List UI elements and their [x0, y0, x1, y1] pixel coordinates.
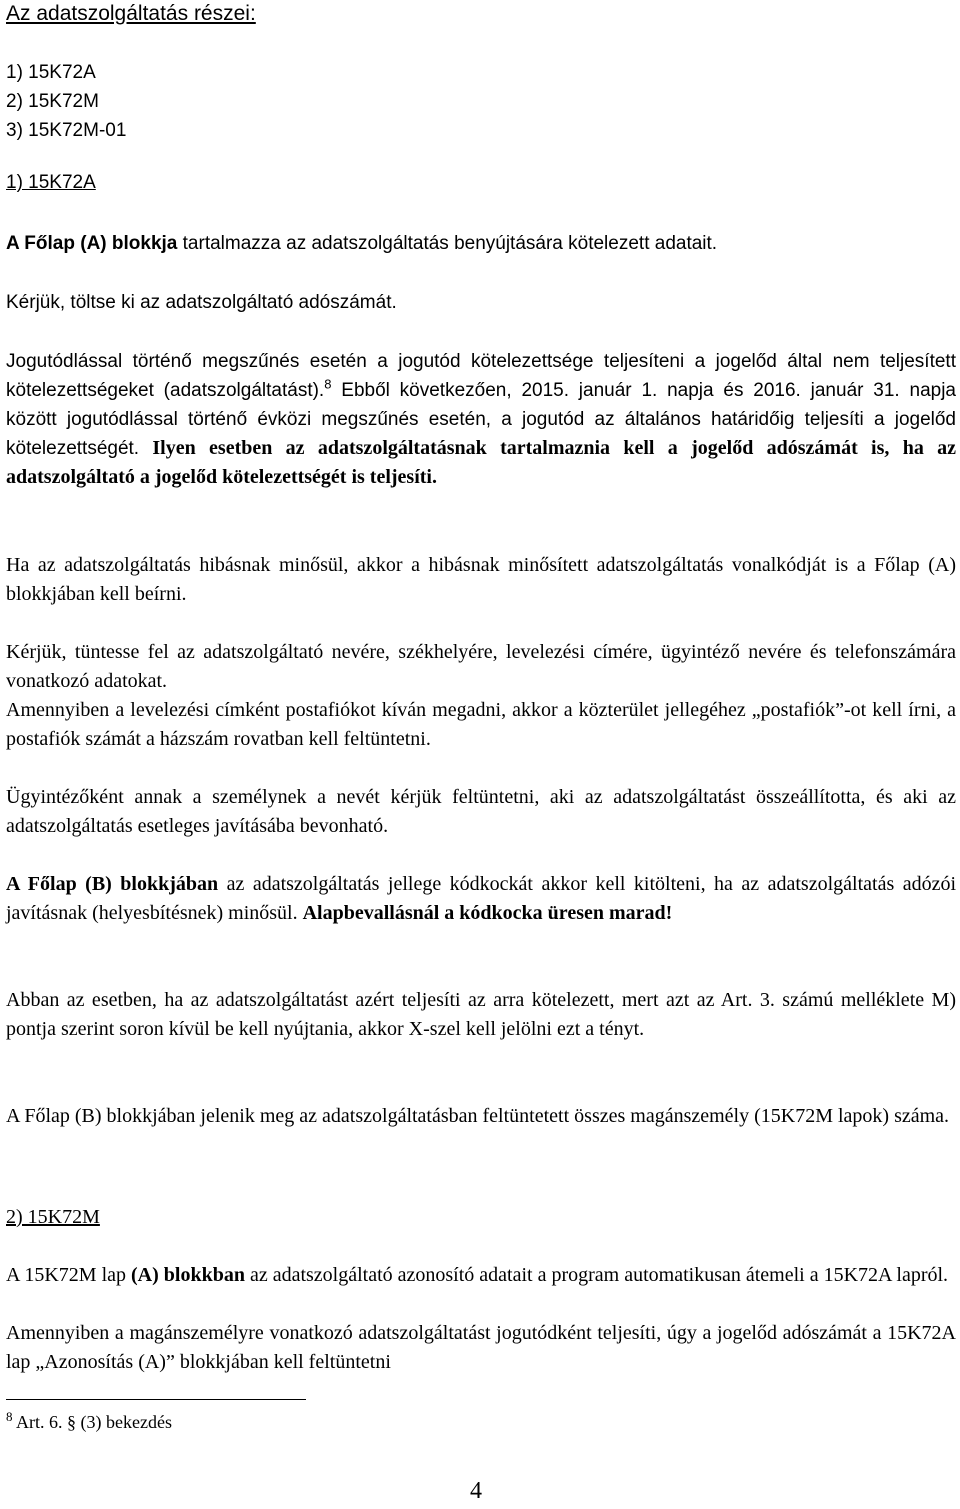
page-heading: Az adatszolgáltatás részei: — [6, 2, 256, 25]
section-1-p8-text: az adatszolgáltatás jellege kódkockát akkor kell kitölteni, ha az adatszolgáltatás adózói javításnak (helyesbítésnek) minősül. — [6, 873, 957, 924]
section-1-paragraph-5: Kérjük, tüntesse fel az adatszolgáltató nevére, székhelyére, levelezési címére, ügyintéző nevére és telefonszámára vonatkozó adatokat. — [6, 641, 956, 692]
section-2-p1-bold: (A) blokkban — [131, 1264, 245, 1286]
footnote-divider — [6, 1399, 306, 1400]
part-item-2: 2) 15K72M — [6, 91, 99, 112]
section-1-paragraph-9: Abban az esetben, ha az adatszolgáltatást azért teljesíti az arra kötelezett, mert azt az Art. 3. számú melléklete M) pontja szerint soron kívül be kell nyújtania, akkor X-szel kell jelölni ezt a tényt. — [6, 989, 956, 1040]
document-page — [6, 0, 956, 1509]
section-2-paragraph-1 — [6, 1261, 956, 1290]
section-1-paragraph-1 — [6, 229, 956, 258]
section-1-paragraph-2: Kérjük, töltse ki az adatszolgáltató adószámát. — [6, 292, 397, 313]
footnote-text: Art. 6. § (3) bekezdés — [12, 1412, 172, 1432]
section-2-title: 2) 15K72M — [6, 1206, 100, 1228]
section-2-p1-text: az adatszolgáltató azonosító adatait a program automatikusan átemeli a 15K72A lapról. — [244, 1264, 949, 1286]
part-item-1: 1) 15K72A — [6, 62, 96, 83]
section-1-p3-text-b: Ebből következően, 2015. január 1. napja és 2016. január 31. napja között jogutódlással történő évközi megszűnés esetén, a jogutód az általános határidőig teljesíti a jogelőd kötelezettségét. — [6, 380, 956, 459]
footnote-marker: 8 — [6, 1409, 13, 1424]
section-1-p3-bold: Ilyen esetben az adatszolgáltatásnak tartalmaznia kell a jogelőd adószámát is, ha az adatszolgáltató a jogelőd kötelezettségét is teljesíti. — [6, 437, 956, 488]
section-1-paragraph-6: Amennyiben a levelezési címként postafiókot kíván megadni, akkor a közterület jellegéhez „postafiók”-ot kell írni, a postafiók számát a házszám rovatban kell feltüntetni. — [6, 699, 956, 750]
section-1-p1-bold: A Főlap (A) blokkja — [6, 233, 178, 254]
section-1-paragraph-7: Ügyintézőként annak a személynek a nevét kérjük feltüntetni, aki az adatszolgáltatást összeállította, és aki az adatszolgáltatás esetleges javításába bevonható. — [6, 786, 956, 837]
footnote — [6, 1409, 172, 1433]
section-2-paragraph-2: Amennyiben a magánszemélyre vonatkozó adatszolgáltatást jogutódként teljesíti, úgy a jogelőd adószámát a 15K72A lap „Azonosítás (A)” blokkjában kell feltüntetni — [6, 1322, 956, 1373]
section-1-title: 1) 15K72A — [6, 172, 96, 193]
section-1-paragraph-3 — [6, 347, 956, 492]
page-number: 4 — [470, 1478, 482, 1504]
section-1-p8-bold-2: Alapbevallásnál a kódkocka üresen marad! — [302, 902, 673, 924]
section-1-p1-text: tartalmazza az adatszolgáltatás benyújtására kötelezett adatait. — [177, 233, 718, 254]
section-1-paragraph-8 — [6, 870, 956, 928]
section-1-paragraph-10: A Főlap (B) blokkjában jelenik meg az adatszolgáltatásban feltüntetett összes magánszemély (15K72M lapok) száma. — [6, 1105, 950, 1127]
part-item-3: 3) 15K72M-01 — [6, 120, 127, 141]
section-1-paragraph-4: Ha az adatszolgáltatás hibásnak minősül, akkor a hibásnak minősített adatszolgáltatás vonalkódját is a Főlap (A) blokkjában kell beírni. — [6, 554, 956, 605]
section-2-p1-text-a: A 15K72M lap — [6, 1264, 131, 1286]
section-1-p8-bold: A Főlap (B) blokkjában — [6, 873, 219, 895]
section-1-p3-text-a: Jogutódlással történő megszűnés esetén a jogutód kötelezettsége teljesíteni a jogelőd által nem teljesített kötelezettségeket (adatszolgáltatást). — [6, 351, 956, 401]
footnote-reference: 8 — [324, 376, 332, 392]
